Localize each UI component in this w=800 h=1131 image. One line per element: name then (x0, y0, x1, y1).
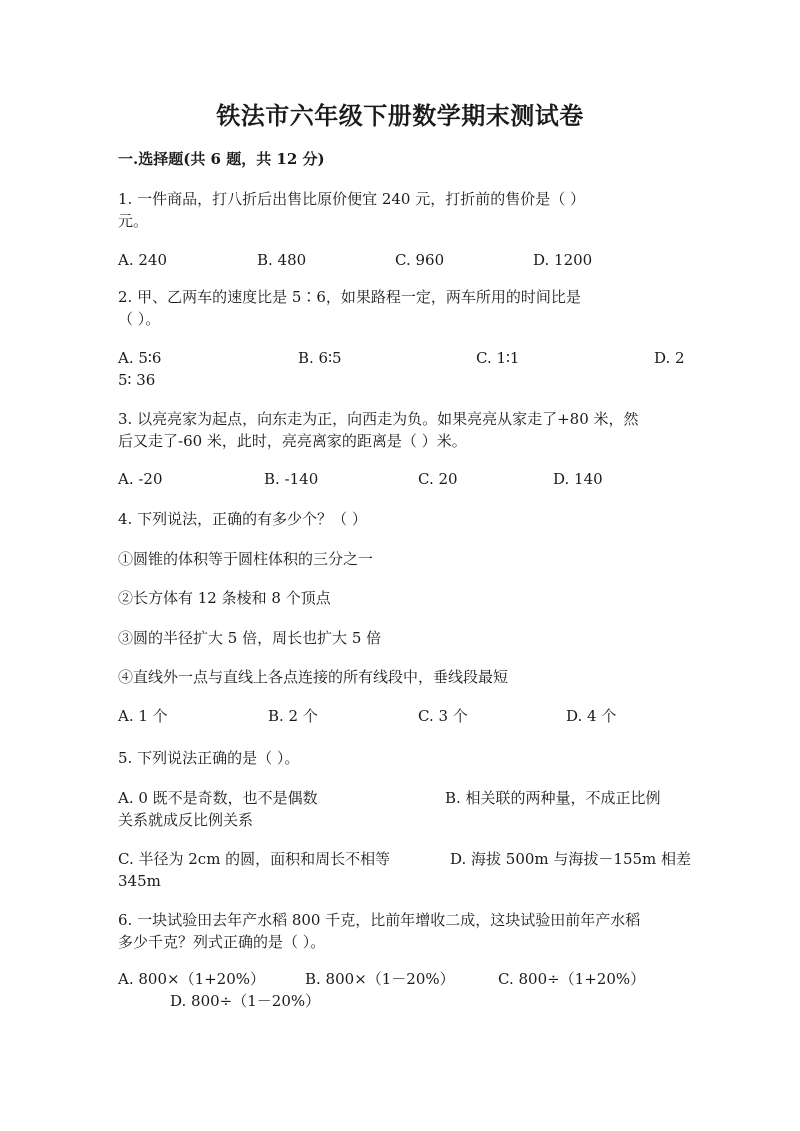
question-3-text: 3. 以亮亮家为起点，向东走为正，向西走为负。如果亮亮从家走了+80 米，然 (118, 410, 639, 428)
question-2-option-d-cont: 5∶ 36 (118, 371, 156, 389)
question-6-option-c: C. 800÷（1+20%） (498, 970, 646, 988)
question-3-text-cont: 后又走了-60 米，此时，亮亮离家的距离是（ ）米。 (118, 432, 467, 450)
question-1-option-b: B. 480 (257, 251, 307, 269)
question-2-text: 2. 甲、乙两车的速度比是 5∶6，如果路程一定，两车所用的时间比是 (118, 288, 581, 306)
question-5-option-d: D. 海拔 500m 与海拔－155m 相差 (450, 850, 692, 868)
question-6-text-cont: 多少千克？列式正确的是（ ）。 (118, 933, 326, 951)
question-2-option-d: D. 2 (654, 349, 685, 367)
question-5-option-c: C. 半径为 2cm 的圆，面积和周长不相等 (118, 850, 391, 868)
question-4-option-d: D. 4 个 (566, 707, 617, 725)
question-1-text: 1. 一件商品，打八折后出售比原价便宜 240 元，打折前的售价是（ ） (118, 190, 586, 208)
question-6-option-d: D. 800÷（1－20%） (170, 992, 321, 1010)
question-4-statement-4: ④直线外一点与直线上各点连接的所有线段中，垂线段最短 (118, 668, 509, 686)
question-5-option-b-cont: 关系就成反比例关系 (118, 811, 254, 829)
question-5-option-b: B. 相关联的两种量，不成正比例 (445, 789, 661, 807)
question-1-option-d: D. 1200 (533, 251, 593, 269)
question-3-option-d: D. 140 (553, 470, 603, 488)
question-5-text: 5. 下列说法正确的是（ ）。 (118, 749, 300, 767)
question-5-option-a: A. 0 既不是奇数，也不是偶数 (118, 789, 318, 807)
question-1-text-cont: 元。 (118, 212, 149, 230)
question-2-option-b: B. 6∶5 (298, 349, 342, 367)
question-3-option-c: C. 20 (418, 470, 458, 488)
question-6-option-a: A. 800×（1+20%） (118, 970, 266, 988)
question-4-statement-1: ①圆锥的体积等于圆柱体积的三分之一 (118, 550, 374, 568)
question-4-statement-2: ②长方体有 12 条棱和 8 个顶点 (118, 589, 331, 607)
question-4-statement-3: ③圆的半径扩大 5 倍，周长也扩大 5 倍 (118, 629, 382, 647)
question-5-option-d-cont: 345m (118, 872, 161, 890)
question-1-option-a: A. 240 (118, 251, 167, 269)
question-3-option-b: B. -140 (264, 470, 319, 488)
question-4-option-b: B. 2 个 (268, 707, 318, 725)
section-heading: 一.选择题(共 6 题，共 12 分) (118, 150, 325, 168)
question-6-option-b: B. 800×（1－20%） (305, 970, 455, 988)
question-6-text: 6. 一块试验田去年产水稻 800 千克，比前年增收二成，这块试验田前年产水稻 (118, 911, 641, 929)
question-2-option-a: A. 5∶6 (118, 349, 162, 367)
question-4-text: 4. 下列说法，正确的有多少个？（ ） (118, 510, 367, 528)
question-2-option-c: C. 1∶1 (476, 349, 520, 367)
question-4-option-c: C. 3 个 (418, 707, 468, 725)
question-3-option-a: A. -20 (118, 470, 163, 488)
question-2-text-cont: （ ）。 (118, 310, 161, 328)
question-4-option-a: A. 1 个 (118, 707, 168, 725)
page-title: 铁法市六年级下册数学期末测试卷 (216, 101, 584, 130)
question-1-option-c: C. 960 (395, 251, 445, 269)
